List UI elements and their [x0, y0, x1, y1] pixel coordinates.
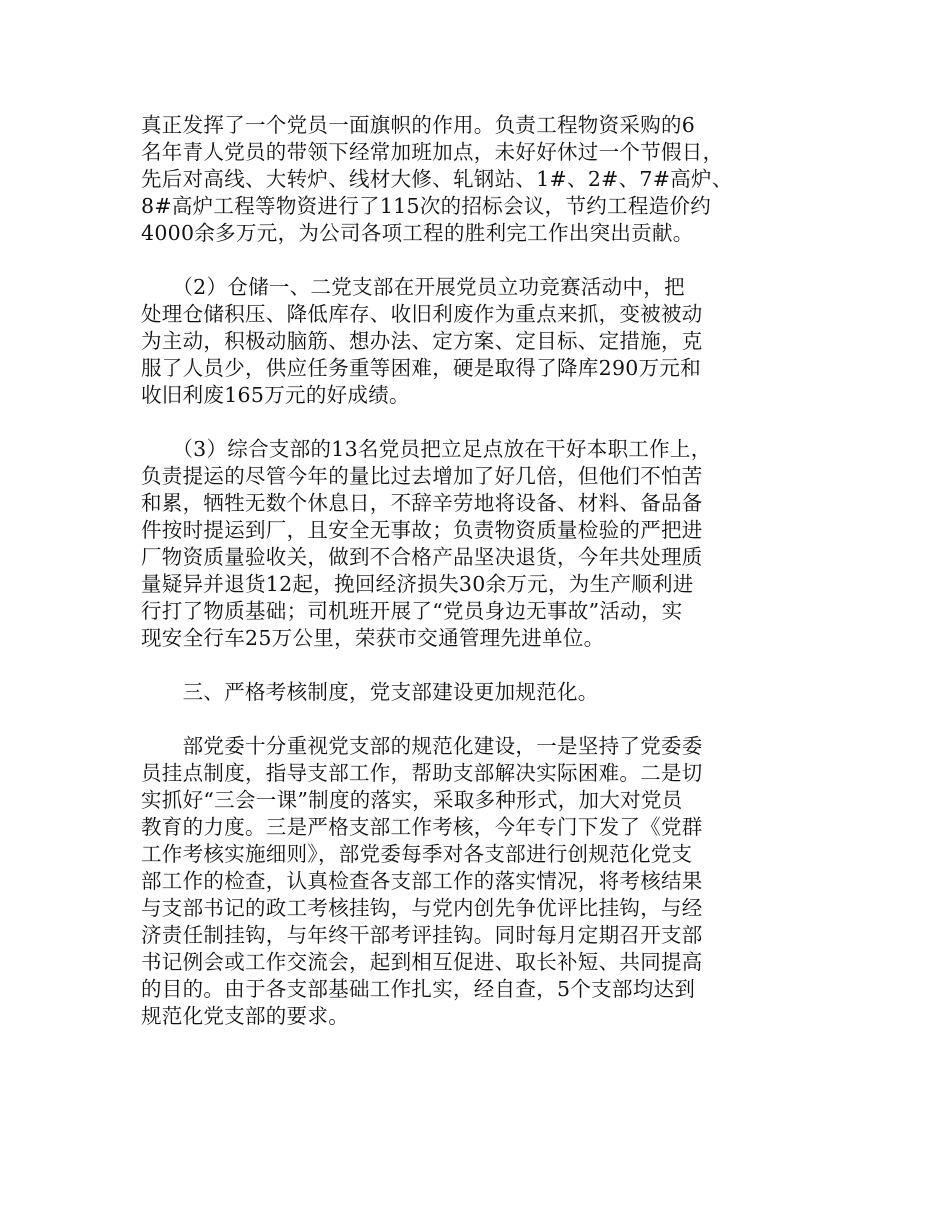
section-heading-assessment: 三、严格考核制度，党支部建设更加规范化。 [141, 680, 599, 704]
paragraph-general-branch: （3）综合支部的13名党员把立足点放在干好本职工作上， 负责提运的尽管今年的量比过去增加了好几倍，但他们不怕苦 和累，牺牲无数个休息日，不辞辛劳地将设备、材料、备品备 件按时提运到厂，且安全无事故；负责物资质量检验的严把进 厂物资质量验收关，做到不合格产品坚决退货，今年共处理质 量疑异并退货12起，挽回经济损失30余万元，为生产顺利进 行打了物质基础；司机班开展了“党员身边无事故”活动，实 现安全行车25万公里，荣获市交通管理先进单位。 [141, 437, 712, 650]
paragraph-procurement-summary: 真正发挥了一个党员一面旗帜的作用。负责工程物资采购的6 名年青人党员的带领下经常加班加点，未好好休过一个节假日， 先后对高线、大转炉、线材大修、轧钢站、1#、2#、7#高炉、 8#高炉工程等物资进行了115次的招标会议，节约工程造价约 4000余多万元，为公司各项工程的胜利完工作出突出贡献。 [141, 113, 733, 245]
paragraph-warehouse-branch: （2）仓储一、二党支部在开展党员立功竞赛活动中，把 处理仓储积压、降低库存、收旧利废作为重点来抓，变被被动 为主动，积极动脑筋、想办法、定方案、定目标、定措施，克 服了人员少，供应任务重等困难，硬是取得了降库290万元和 收旧利废165万元的好成绩。 [141, 275, 703, 407]
paragraph-standardization: 部党委十分重视党支部的规范化建设，一是坚持了党委委 员挂点制度，指导支部工作，帮助支部解决实际困难。二是切 实抓好“三会一课”制度的落实，采取多种形式，加大对党员 教育的力度。三是严格支部工作考核，今年专门下发了《党群 工作考核实施细则》，部党委每季对各支部进行创规范化党支 部工作的检查，认真检查各支部工作的落实情况，将考核结果 与支部书记的政工考核挂钩，与党内创先争优评比挂钩，与经 济责任制挂钩，与年终干部考评挂钩。同时每月定期召开支部 书记例会或工作交流会，起到相互促进、取长补短、共同提高 的目的。由于各支部基础工作扎实，经自查，5个支部均达到 规范化党支部的要求。 [141, 734, 703, 1028]
document-body [141, 112, 811, 1057]
